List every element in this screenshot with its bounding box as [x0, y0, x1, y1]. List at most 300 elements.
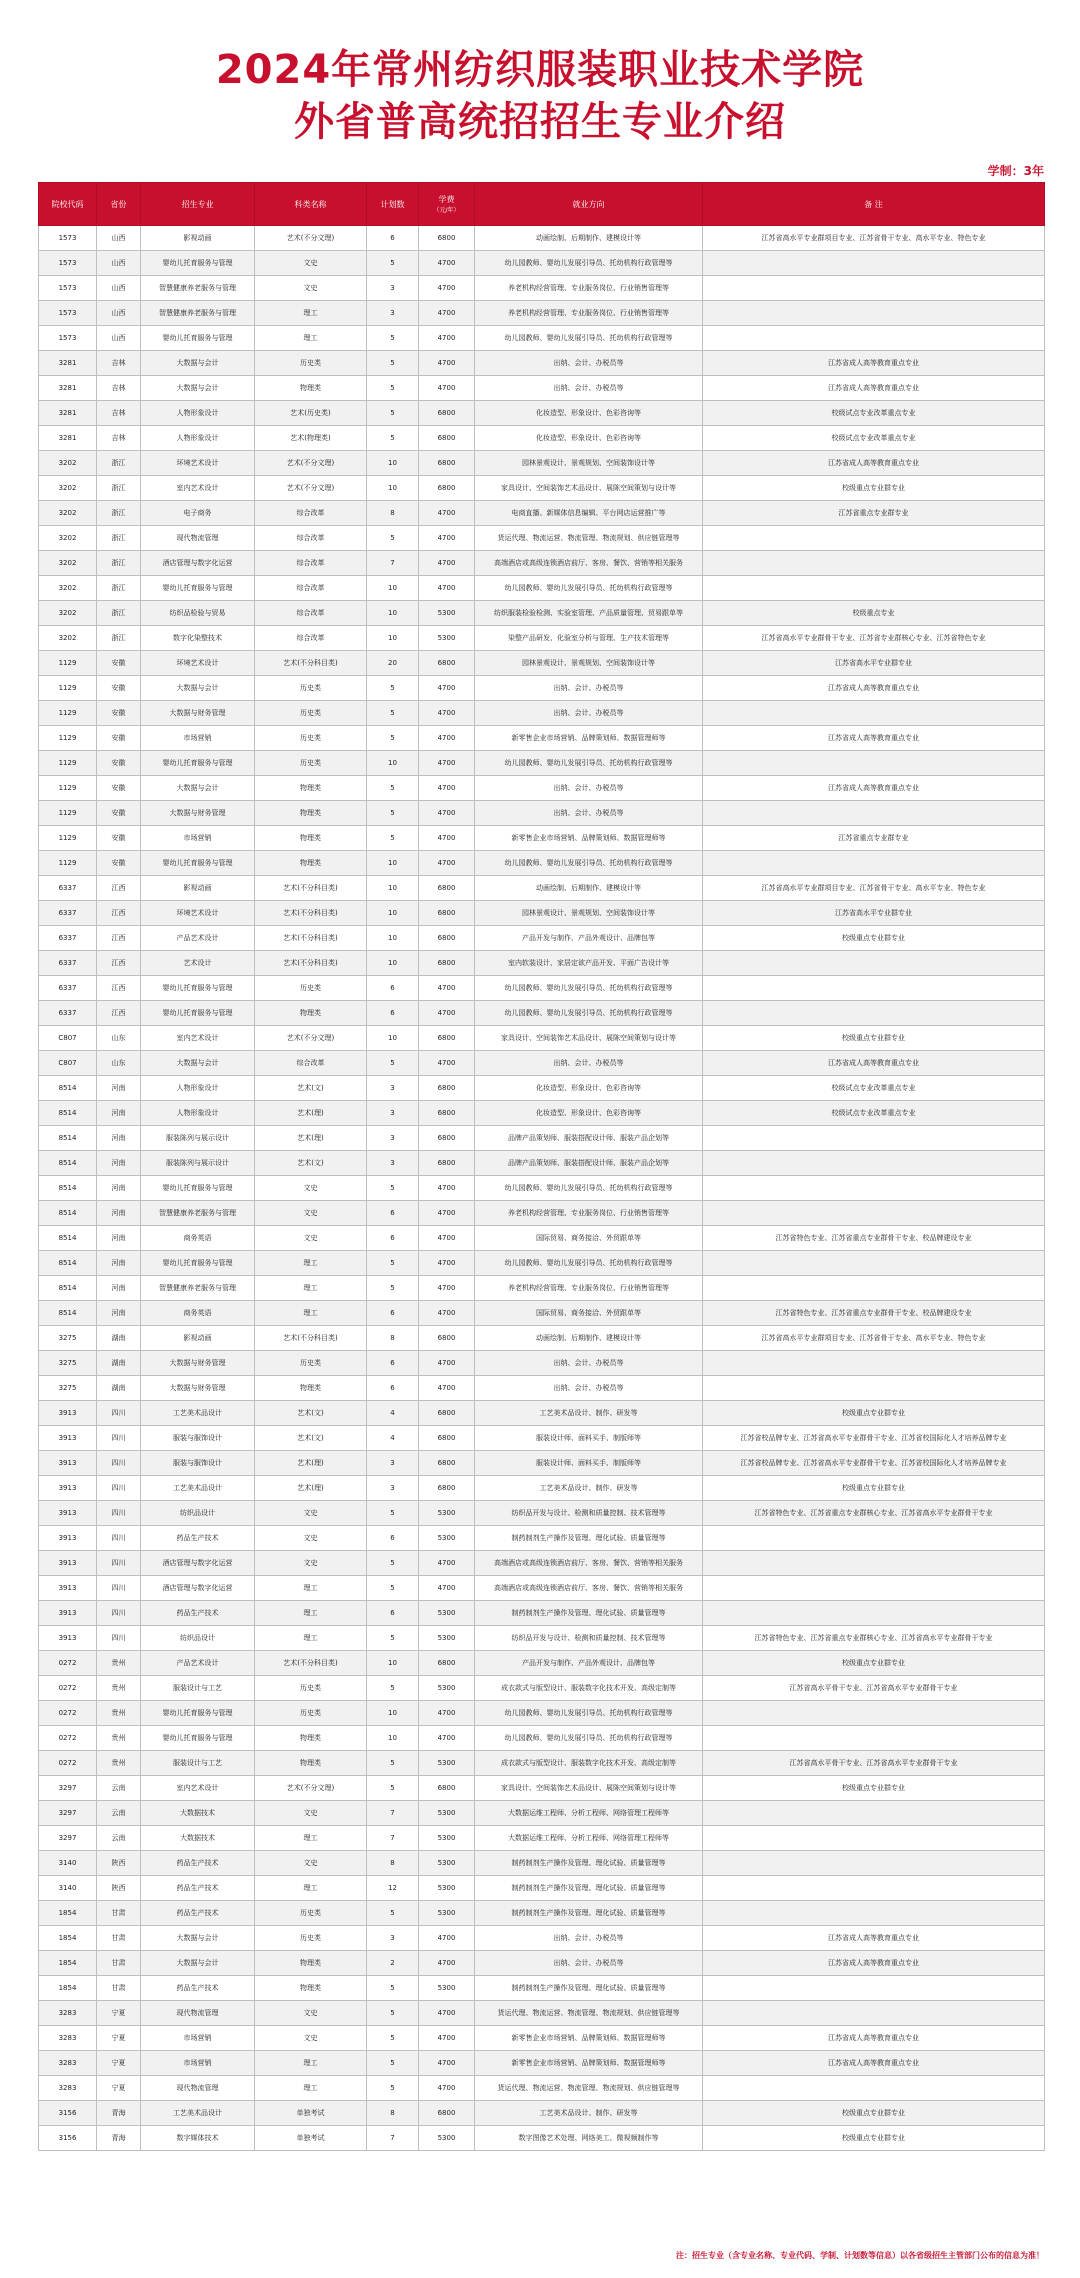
cell-major: 数字化染整技术	[141, 626, 255, 651]
cell-fee: 6800	[419, 1026, 475, 1051]
cell-province: 山东	[97, 1051, 141, 1076]
cell-major: 婴幼儿托育服务与管理	[141, 1001, 255, 1026]
cell-school-code: 3156	[39, 2126, 97, 2151]
table-row	[39, 2051, 1045, 2076]
cell-plan: 10	[367, 451, 419, 476]
cell-school-code: 3913	[39, 1401, 97, 1426]
cell-fee: 4700	[419, 1376, 475, 1401]
cell-plan: 5	[367, 251, 419, 276]
cell-plan: 3	[367, 1451, 419, 1476]
cell-career: 大数据运维工程师、分析工程师、网络管理工程师等	[475, 1801, 703, 1826]
cell-career: 化妆造型、形象设计、色彩咨询等	[475, 426, 703, 451]
cell-school-code: 3297	[39, 1826, 97, 1851]
table-row	[39, 1526, 1045, 1551]
cell-school-code: 1573	[39, 301, 97, 326]
cell-career: 动画绘制、后期制作、建模设计等	[475, 876, 703, 901]
cell-remarks: 校级重点专业	[703, 601, 1045, 626]
cell-remarks	[703, 1376, 1045, 1401]
cell-career: 动画绘制、后期制作、建模设计等	[475, 1326, 703, 1351]
cell-plan: 7	[367, 1801, 419, 1826]
cell-school-code: 6337	[39, 951, 97, 976]
table-row	[39, 1151, 1045, 1176]
cell-category: 单独考试	[255, 2101, 367, 2126]
cell-remarks	[703, 1276, 1045, 1301]
cell-career: 品牌产品策划师、服装搭配设计师、服装产品企划等	[475, 1151, 703, 1176]
cell-fee: 4700	[419, 1576, 475, 1601]
cell-province: 宁夏	[97, 2076, 141, 2101]
cell-major: 婴幼儿托育服务与管理	[141, 576, 255, 601]
cell-category: 历史类	[255, 1926, 367, 1951]
cell-career: 室内软装设计、家居定欲产品开发、平面广告设计等	[475, 951, 703, 976]
cell-school-code: 3913	[39, 1576, 97, 1601]
cell-remarks: 江苏省成人高等教育重点专业	[703, 1051, 1045, 1076]
cell-career: 电商直播、新媒体信息编辑、平台网店运营推广等	[475, 501, 703, 526]
cell-remarks: 江苏省特色专业、江苏省重点专业群骨干专业、校品牌建设专业	[703, 1301, 1045, 1326]
cell-major: 大数据与会计	[141, 676, 255, 701]
cell-plan: 5	[367, 776, 419, 801]
cell-career: 成衣款式与版型设计、服装数字化技术开发、高级定制等	[475, 1751, 703, 1776]
cell-plan: 5	[367, 2026, 419, 2051]
cell-plan: 6	[367, 976, 419, 1001]
cell-category: 物理类	[255, 1951, 367, 1976]
cell-fee: 6800	[419, 926, 475, 951]
cell-fee: 4700	[419, 801, 475, 826]
cell-province: 浙江	[97, 526, 141, 551]
cell-career: 幼儿园教师、婴幼儿发展引导员、托幼机构行政管理等	[475, 851, 703, 876]
cell-major: 婴幼儿托育服务与管理	[141, 1701, 255, 1726]
table-row	[39, 1676, 1045, 1701]
cell-fee: 4700	[419, 1351, 475, 1376]
cell-remarks	[703, 1601, 1045, 1626]
cell-career: 制药制剂生产操作及管理、理化试验、质量管理等	[475, 1901, 703, 1926]
cell-plan: 3	[367, 1476, 419, 1501]
cell-plan: 6	[367, 1526, 419, 1551]
cell-category: 文史	[255, 2026, 367, 2051]
cell-province: 四川	[97, 1626, 141, 1651]
cell-major: 智慧健康养老服务与管理	[141, 301, 255, 326]
cell-school-code: 3913	[39, 1601, 97, 1626]
cell-major: 产品艺术设计	[141, 1651, 255, 1676]
table-row	[39, 226, 1045, 251]
cell-category: 理工	[255, 326, 367, 351]
cell-category: 综合改革	[255, 526, 367, 551]
cell-province: 浙江	[97, 501, 141, 526]
cell-major: 服装陈列与展示设计	[141, 1126, 255, 1151]
cell-category: 文史	[255, 1226, 367, 1251]
cell-school-code: 3913	[39, 1451, 97, 1476]
cell-school-code: 1854	[39, 1976, 97, 2001]
cell-plan: 10	[367, 626, 419, 651]
cell-fee: 4700	[419, 851, 475, 876]
cell-school-code: 3283	[39, 2001, 97, 2026]
cell-fee: 4700	[419, 726, 475, 751]
cell-school-code: 3281	[39, 351, 97, 376]
cell-fee: 6800	[419, 401, 475, 426]
cell-category: 艺术(理)	[255, 1126, 367, 1151]
table-row	[39, 826, 1045, 851]
page-subtitle: 外省普高统招招生专业介绍	[294, 99, 786, 145]
cell-plan: 5	[367, 1176, 419, 1201]
cell-category: 理工	[255, 2051, 367, 2076]
table-row	[39, 576, 1045, 601]
cell-province: 安徽	[97, 676, 141, 701]
table-row	[39, 526, 1045, 551]
cell-major: 婴幼儿托育服务与管理	[141, 851, 255, 876]
cell-school-code: 0272	[39, 1701, 97, 1726]
cell-remarks: 江苏省成人高等教育重点专业	[703, 726, 1045, 751]
cell-career: 品牌产品策划师、服装搭配设计师、服装产品企划等	[475, 1126, 703, 1151]
cell-career: 出纳、会计、办税员等	[475, 776, 703, 801]
cell-remarks: 校级重点专业群专业	[703, 1476, 1045, 1501]
header-category: 科类名称	[255, 183, 367, 226]
cell-career: 家具设计、空间装饰艺术品设计、展陈空间策划与设计等	[475, 476, 703, 501]
cell-major: 智慧健康养老服务与管理	[141, 1276, 255, 1301]
cell-province: 安徽	[97, 726, 141, 751]
cell-career: 制药制剂生产操作及管理、理化试验、质量管理等	[475, 1976, 703, 2001]
table-row	[39, 1476, 1045, 1501]
cell-category: 物理类	[255, 1751, 367, 1776]
cell-province: 吉林	[97, 351, 141, 376]
table-row	[39, 251, 1045, 276]
cell-category: 文史	[255, 1526, 367, 1551]
cell-category: 文史	[255, 1501, 367, 1526]
cell-career: 高端酒店或高级连锁酒店前厅、客房、餐饮、营销等相关服务	[475, 1551, 703, 1576]
cell-fee: 4700	[419, 351, 475, 376]
cell-province: 浙江	[97, 626, 141, 651]
table-row	[39, 1851, 1045, 1876]
cell-career: 服装设计师、面料买手、制版师等	[475, 1426, 703, 1451]
cell-remarks: 江苏省重点专业群专业	[703, 826, 1045, 851]
cell-career: 纺织服装检验检测、实验室管理、产品质量管理、贸易跟单等	[475, 601, 703, 626]
cell-category: 历史类	[255, 976, 367, 1001]
cell-province: 河南	[97, 1226, 141, 1251]
cell-province: 贵州	[97, 1651, 141, 1676]
cell-province: 吉林	[97, 401, 141, 426]
cell-fee: 6800	[419, 1401, 475, 1426]
cell-school-code: 3283	[39, 2051, 97, 2076]
cell-fee: 6800	[419, 876, 475, 901]
cell-major: 市场营销	[141, 2026, 255, 2051]
cell-category: 物理类	[255, 1001, 367, 1026]
cell-plan: 5	[367, 1776, 419, 1801]
cell-province: 四川	[97, 1476, 141, 1501]
cell-remarks	[703, 951, 1045, 976]
cell-remarks	[703, 1351, 1045, 1376]
cell-fee: 6800	[419, 951, 475, 976]
cell-province: 甘肃	[97, 1951, 141, 1976]
cell-remarks	[703, 1551, 1045, 1576]
cell-school-code: 0272	[39, 1651, 97, 1676]
cell-major: 室内艺术设计	[141, 1026, 255, 1051]
cell-remarks	[703, 1826, 1045, 1851]
cell-category: 艺术(不分科目类)	[255, 1651, 367, 1676]
cell-major: 室内艺术设计	[141, 476, 255, 501]
cell-fee: 5300	[419, 1526, 475, 1551]
cell-remarks: 校级重点专业群专业	[703, 1026, 1045, 1051]
table-row	[39, 1101, 1045, 1126]
cell-fee: 4700	[419, 501, 475, 526]
cell-fee: 4700	[419, 551, 475, 576]
cell-fee: 4700	[419, 1226, 475, 1251]
cell-major: 大数据与会计	[141, 1051, 255, 1076]
cell-province: 云南	[97, 1826, 141, 1851]
cell-category: 综合改革	[255, 576, 367, 601]
cell-plan: 7	[367, 1826, 419, 1851]
cell-plan: 10	[367, 1651, 419, 1676]
page-title: 2024年常州纺织服装职业技术学院	[215, 47, 865, 93]
cell-plan: 10	[367, 851, 419, 876]
cell-fee: 4700	[419, 1301, 475, 1326]
cell-career: 出纳、会计、办税员等	[475, 1951, 703, 1976]
cell-province: 四川	[97, 1526, 141, 1551]
cell-career: 工艺美术品设计、制作、研发等	[475, 1401, 703, 1426]
cell-major: 纺织品检验与贸易	[141, 601, 255, 626]
cell-major: 纺织品设计	[141, 1626, 255, 1651]
cell-remarks	[703, 326, 1045, 351]
cell-career: 高端酒店或高级连锁酒店前厅、客房、餐饮、营销等相关服务	[475, 1576, 703, 1601]
cell-career: 染整产品研发、化验室分析与管理、生产技术管理等	[475, 626, 703, 651]
cell-major: 药品生产技术	[141, 1526, 255, 1551]
cell-school-code: 3202	[39, 576, 97, 601]
table-row	[39, 1251, 1045, 1276]
cell-career: 国际贸易、商务接洽、外贸跟单等	[475, 1226, 703, 1251]
cell-category: 物理类	[255, 851, 367, 876]
cell-major: 药品生产技术	[141, 1601, 255, 1626]
cell-career: 成衣款式与版型设计、服装数字化技术开发、高级定制等	[475, 1676, 703, 1701]
table-row	[39, 476, 1045, 501]
cell-province: 湖南	[97, 1351, 141, 1376]
cell-category: 理工	[255, 1626, 367, 1651]
cell-career: 货运代理、物流运营、物流管理、物流规划、供应链管理等	[475, 526, 703, 551]
cell-plan: 5	[367, 1751, 419, 1776]
cell-plan: 5	[367, 426, 419, 451]
cell-province: 宁夏	[97, 2026, 141, 2051]
table-row	[39, 451, 1045, 476]
cell-plan: 5	[367, 376, 419, 401]
cell-province: 山西	[97, 326, 141, 351]
cell-school-code: 8514	[39, 1251, 97, 1276]
cell-fee: 4700	[419, 826, 475, 851]
cell-fee: 4700	[419, 1051, 475, 1076]
cell-plan: 4	[367, 1401, 419, 1426]
cell-major: 人物形象设计	[141, 1101, 255, 1126]
cell-school-code: 1129	[39, 651, 97, 676]
cell-major: 环境艺术设计	[141, 651, 255, 676]
cell-career: 产品开发与制作、产品外观设计、品牌包等	[475, 1651, 703, 1676]
cell-remarks	[703, 1001, 1045, 1026]
cell-plan: 10	[367, 576, 419, 601]
cell-fee: 6800	[419, 901, 475, 926]
cell-fee: 5300	[419, 1626, 475, 1651]
cell-major: 室内艺术设计	[141, 1776, 255, 1801]
cell-remarks: 江苏省成人高等教育重点专业	[703, 776, 1045, 801]
cell-province: 宁夏	[97, 2001, 141, 2026]
table-row	[39, 1226, 1045, 1251]
cell-major: 大数据与财务管理	[141, 1376, 255, 1401]
cell-major: 人物形象设计	[141, 426, 255, 451]
cell-category: 艺术(不分科目类)	[255, 651, 367, 676]
cell-career: 出纳、会计、办税员等	[475, 1351, 703, 1376]
cell-category: 历史类	[255, 1676, 367, 1701]
cell-plan: 8	[367, 1326, 419, 1351]
cell-category: 文史	[255, 1551, 367, 1576]
cell-school-code: 3283	[39, 2076, 97, 2101]
cell-career: 纺织品开发与设计、检测和质量控制、技术管理等	[475, 1501, 703, 1526]
cell-province: 河南	[97, 1126, 141, 1151]
cell-plan: 3	[367, 301, 419, 326]
cell-fee: 6800	[419, 1126, 475, 1151]
table-row	[39, 1001, 1045, 1026]
cell-fee: 6800	[419, 1101, 475, 1126]
table-row	[39, 301, 1045, 326]
cell-career: 动画绘制、后期制作、建模设计等	[475, 226, 703, 251]
cell-fee: 4700	[419, 326, 475, 351]
cell-plan: 10	[367, 476, 419, 501]
cell-fee: 5300	[419, 1601, 475, 1626]
cell-category: 艺术(不分文理)	[255, 226, 367, 251]
cell-school-code: 1854	[39, 1901, 97, 1926]
table-row	[39, 976, 1045, 1001]
cell-remarks	[703, 1801, 1045, 1826]
cell-fee: 4700	[419, 1951, 475, 1976]
cell-province: 江西	[97, 926, 141, 951]
cell-remarks	[703, 551, 1045, 576]
cell-school-code: 3275	[39, 1351, 97, 1376]
cell-school-code: 3202	[39, 451, 97, 476]
cell-plan: 3	[367, 1101, 419, 1126]
cell-remarks: 江苏省特色专业、江苏省重点专业群核心专业、江苏省高水平专业群骨干专业	[703, 1501, 1045, 1526]
table-row	[39, 2001, 1045, 2026]
cell-category: 文史	[255, 1851, 367, 1876]
cell-category: 艺术(不分科目类)	[255, 876, 367, 901]
cell-school-code: 8514	[39, 1226, 97, 1251]
cell-career: 幼儿园教师、婴幼儿发展引导员、托幼机构行政管理等	[475, 751, 703, 776]
cell-plan: 20	[367, 651, 419, 676]
cell-remarks: 江苏省高水平专业群项目专业、江苏省骨干专业、高水平专业、特色专业	[703, 876, 1045, 901]
cell-plan: 4	[367, 1426, 419, 1451]
cell-major: 大数据技术	[141, 1801, 255, 1826]
cell-remarks: 校级重点专业群专业	[703, 1401, 1045, 1426]
cell-plan: 8	[367, 2101, 419, 2126]
cell-school-code: 3202	[39, 601, 97, 626]
cell-major: 大数据与会计	[141, 351, 255, 376]
cell-major: 酒店管理与数字化运营	[141, 1551, 255, 1576]
cell-remarks: 江苏省成人高等教育重点专业	[703, 1951, 1045, 1976]
cell-fee: 5300	[419, 1826, 475, 1851]
cell-plan: 10	[367, 951, 419, 976]
cell-remarks	[703, 751, 1045, 776]
cell-major: 工艺美术品设计	[141, 2101, 255, 2126]
cell-remarks: 校级重点专业群专业	[703, 1776, 1045, 1801]
cell-plan: 12	[367, 1876, 419, 1901]
cell-major: 工艺美术品设计	[141, 1401, 255, 1426]
cell-remarks: 江苏省特色专业、江苏省重点专业群核心专业、江苏省高水平专业群骨干专业	[703, 1626, 1045, 1651]
cell-career: 出纳、会计、办税员等	[475, 801, 703, 826]
cell-career: 出纳、会计、办税员等	[475, 1926, 703, 1951]
cell-plan: 6	[367, 1001, 419, 1026]
cell-fee: 4700	[419, 1176, 475, 1201]
cell-remarks	[703, 276, 1045, 301]
cell-career: 工艺美术品设计、制作、研发等	[475, 1476, 703, 1501]
header-fee	[419, 183, 475, 226]
cell-fee: 4700	[419, 276, 475, 301]
cell-career: 制药制剂生产操作及管理、理化试验、质量管理等	[475, 1876, 703, 1901]
cell-fee: 4700	[419, 576, 475, 601]
cell-fee: 5300	[419, 1901, 475, 1926]
cell-plan: 10	[367, 1026, 419, 1051]
cell-province: 四川	[97, 1426, 141, 1451]
cell-category: 艺术(历史类)	[255, 401, 367, 426]
cell-remarks: 江苏省特色专业、江苏省重点专业群骨干专业、校品牌建设专业	[703, 1226, 1045, 1251]
cell-remarks	[703, 2001, 1045, 2026]
cell-fee: 4700	[419, 1251, 475, 1276]
cell-plan: 5	[367, 676, 419, 701]
cell-plan: 5	[367, 2001, 419, 2026]
cell-school-code: 1129	[39, 726, 97, 751]
cell-province: 江西	[97, 901, 141, 926]
cell-plan: 10	[367, 1726, 419, 1751]
cell-plan: 5	[367, 1901, 419, 1926]
cell-fee: 4700	[419, 1001, 475, 1026]
header-province: 省份	[97, 183, 141, 226]
cell-province: 河南	[97, 1201, 141, 1226]
cell-plan: 6	[367, 1301, 419, 1326]
table-row	[39, 1976, 1045, 2001]
cell-career: 新零售企业市场营销、品牌策划师、数据管理师等	[475, 726, 703, 751]
cell-career: 工艺美术品设计、制作、研发等	[475, 2101, 703, 2126]
cell-remarks: 江苏省成人高等教育重点专业	[703, 2051, 1045, 2076]
cell-fee: 4700	[419, 776, 475, 801]
cell-career: 出纳、会计、办税员等	[475, 701, 703, 726]
cell-remarks: 校级重点专业群专业	[703, 1651, 1045, 1676]
cell-major: 婴幼儿托育服务与管理	[141, 326, 255, 351]
table-header	[39, 183, 1045, 226]
cell-plan: 5	[367, 801, 419, 826]
cell-province: 四川	[97, 1576, 141, 1601]
cell-category: 理工	[255, 1876, 367, 1901]
table-row	[39, 1751, 1045, 1776]
table-row	[39, 1051, 1045, 1076]
cell-plan: 5	[367, 1051, 419, 1076]
cell-career: 化妆造型、形象设计、色彩咨询等	[475, 401, 703, 426]
table-row	[39, 2101, 1045, 2126]
cell-career: 新零售企业市场营销、品牌策划师、数据管理师等	[475, 2051, 703, 2076]
cell-school-code: 3202	[39, 626, 97, 651]
footnote: 注：招生专业（含专业名称、专业代码、学制、计划数等信息）以各省级招生主管部门公布的信息为准！	[676, 2251, 1044, 2260]
cell-major: 数字媒体技术	[141, 2126, 255, 2151]
cell-school-code: 6337	[39, 876, 97, 901]
cell-province: 安徽	[97, 701, 141, 726]
cell-school-code: 3297	[39, 1776, 97, 1801]
cell-plan: 8	[367, 501, 419, 526]
cell-plan: 5	[367, 351, 419, 376]
cell-plan: 5	[367, 1976, 419, 2001]
cell-category: 理工	[255, 2076, 367, 2101]
cell-school-code: 0272	[39, 1751, 97, 1776]
cell-fee: 4700	[419, 1201, 475, 1226]
cell-career: 出纳、会计、办税员等	[475, 376, 703, 401]
cell-plan: 5	[367, 1676, 419, 1701]
table-row	[39, 751, 1045, 776]
cell-category: 文史	[255, 1801, 367, 1826]
cell-plan: 3	[367, 1926, 419, 1951]
cell-remarks	[703, 1701, 1045, 1726]
cell-province: 浙江	[97, 551, 141, 576]
cell-fee: 5300	[419, 2126, 475, 2151]
cell-remarks: 江苏省成人高等教育重点专业	[703, 2026, 1045, 2051]
header-career: 就业方向	[475, 183, 703, 226]
cell-school-code: 8514	[39, 1101, 97, 1126]
